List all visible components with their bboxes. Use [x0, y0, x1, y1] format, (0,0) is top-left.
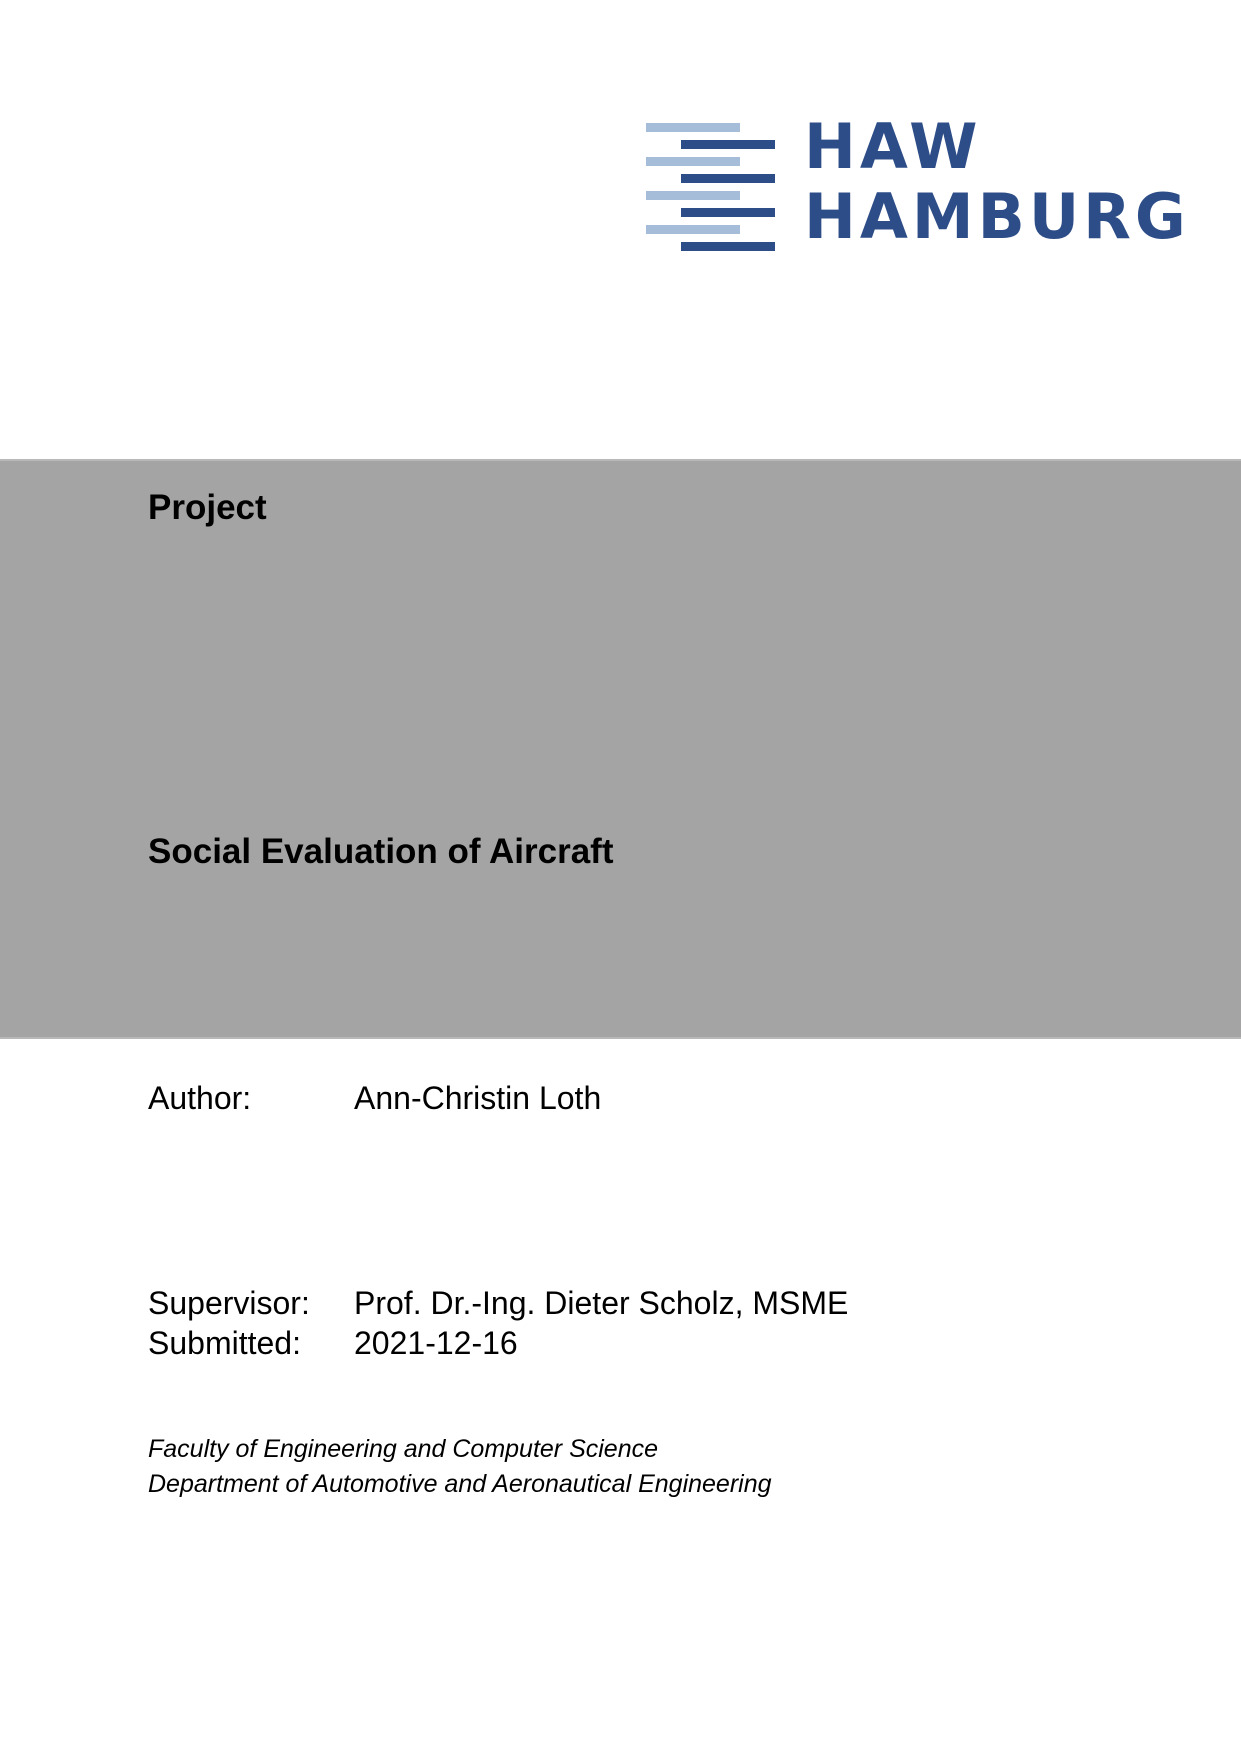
logo-stripe-dark-4 [681, 242, 775, 251]
logo-text-line1: HAW [804, 110, 982, 183]
logo-stripe-dark-3 [681, 208, 775, 217]
document-type: Project [148, 488, 267, 527]
logo-text-line2: HAMBURG [804, 180, 1190, 253]
supervisor-label: Supervisor: [148, 1285, 310, 1321]
document-title: Social Evaluation of Aircraft [148, 832, 614, 871]
supervisor-value: Prof. Dr.-Ing. Dieter Scholz, MSME [354, 1285, 849, 1321]
author-label: Author: [148, 1080, 252, 1116]
faculty-name: Faculty of Engineering and Computer Science [148, 1435, 659, 1463]
author-value: Ann-Christin Loth [354, 1080, 602, 1116]
logo-stripe-light-1 [646, 123, 740, 132]
submitted-value: 2021-12-16 [354, 1325, 518, 1361]
haw-hamburg-logo [646, 110, 1190, 258]
submitted-label: Submitted: [148, 1325, 301, 1361]
logo-stripe-dark-2 [681, 174, 775, 183]
logo-stripes-icon [646, 118, 776, 258]
logo-stripe-dark-1 [681, 140, 775, 149]
logo-stripe-light-4 [646, 225, 740, 234]
logo-wordmark [804, 112, 1190, 252]
logo-stripe-light-3 [646, 191, 740, 200]
title-band [0, 459, 1241, 1039]
department-name: Department of Automotive and Aeronautical Engineering [148, 1470, 772, 1498]
logo-stripe-light-2 [646, 157, 740, 166]
